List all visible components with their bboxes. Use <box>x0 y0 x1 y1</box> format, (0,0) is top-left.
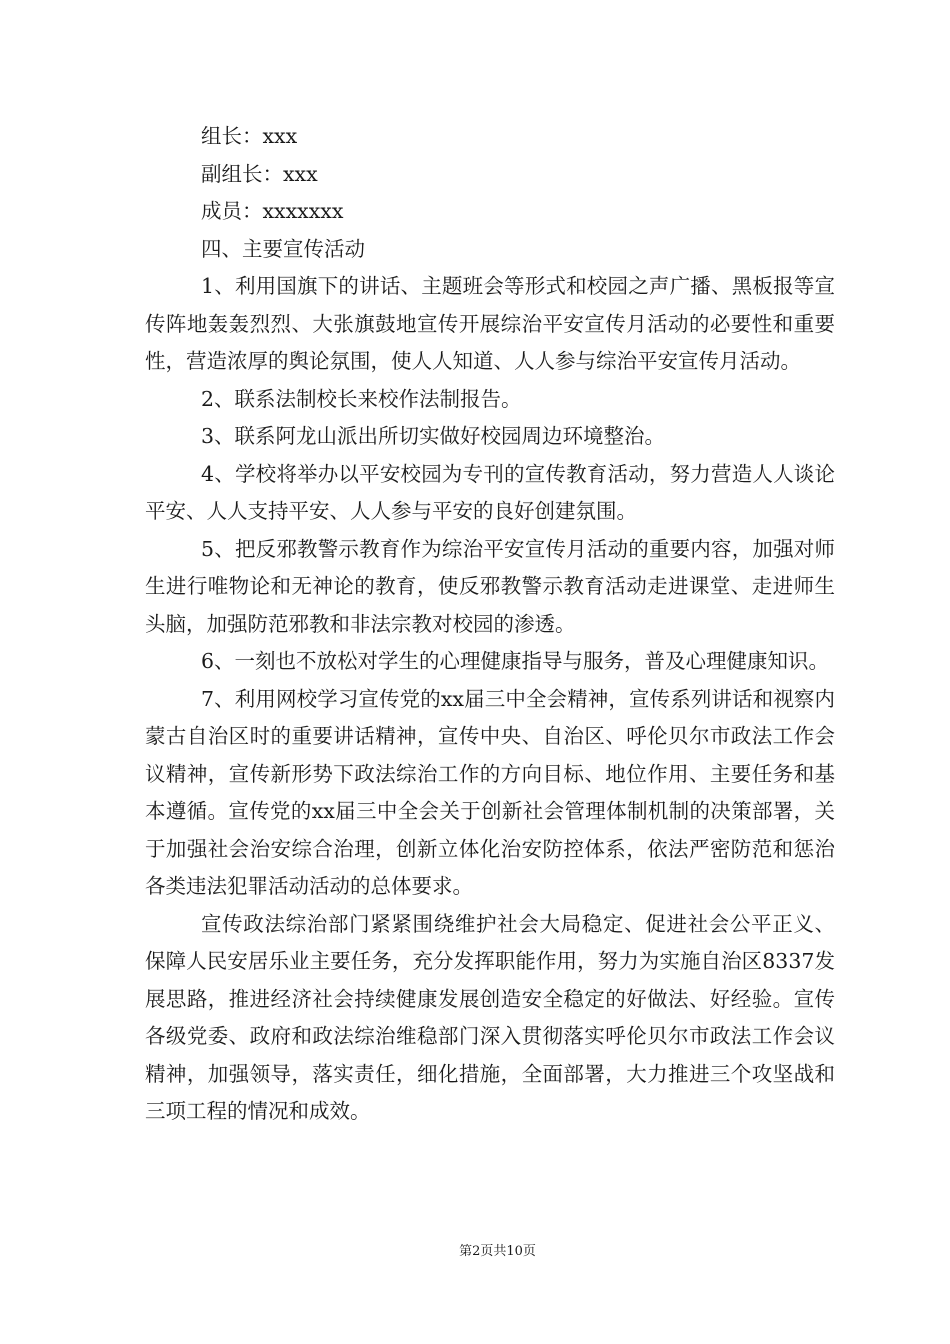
members-line: 成员：xxxxxxx <box>201 199 344 223</box>
closing-paragraph: 宣传政法综治部门紧紧围绕维护社会大局稳定、促进社会公平正义、保障人民安居乐业主要任务，充分发挥职能作用，努力为实施自治区8337发展思路，推进经济社会持续健康发展创造安全稳定的好做法、好经验。宣传各级党委、政府和政法综治维稳部门深入贯彻落实呼伦贝尔市政法工作会议精神，加强领导，落实责任，细化措施，全面部署，大力推进三个攻坚战和三项工程的情况和成效。 <box>145 911 835 1123</box>
section-heading: 四、主要宣传活动 <box>201 236 365 261</box>
list-item: 4、学校将举办以平安校园为专刊的宣传教育活动，努力营造人人谈论平安、人人支持平安、人人参与平安的良好创建氛围。 <box>145 461 835 523</box>
leader-line: 组长：xxx <box>201 124 298 148</box>
list-item: 1、利用国旗下的讲话、主题班会等形式和校园之声广播、黑板报等宣传阵地轰轰烈烈、大张旗鼓地宣传开展综治平安宣传月活动的必要性和重要性，营造浓厚的舆论氛围，使人人知道、人人参与综治平安宣传月活动。 <box>145 274 835 373</box>
list-item: 7、利用网校学习宣传党的xx届三中全会精神，宣传系列讲话和视察内蒙古自治区时的重要讲话精神，宣传中央、自治区、呼伦贝尔市政法工作会议精神，宣传新形势下政法综治工作的方向目标、地位作用、主要任务和基本遵循。宣传党的xx届三中全会关于创新社会管理体制机制的决策部署，关于加强社会治安综合治理，创新立体化治安防控体系，依法严密防范和惩治各类违法犯罪活动活动的总体要求。 <box>145 686 835 898</box>
page-number-footer: 第2页共10页 <box>459 1244 536 1259</box>
list-item: 5、把反邪教警示教育作为综治平安宣传月活动的重要内容，加强对师生进行唯物论和无神论的教育，使反邪教警示教育活动走进课堂、走进师生头脑，加强防范邪教和非法宗教对校园的渗透。 <box>145 536 835 636</box>
list-item: 3、联系阿龙山派出所切实做好校园周边环境整治。 <box>201 424 666 448</box>
document-body <box>145 118 835 1131</box>
list-item: 6、一刻也不放松对学生的心理健康指导与服务，普及心理健康知识。 <box>201 649 830 673</box>
deputy-leader-line: 副组长：xxx <box>201 161 318 186</box>
list-item: 2、联系法制校长来校作法制报告。 <box>201 386 522 411</box>
